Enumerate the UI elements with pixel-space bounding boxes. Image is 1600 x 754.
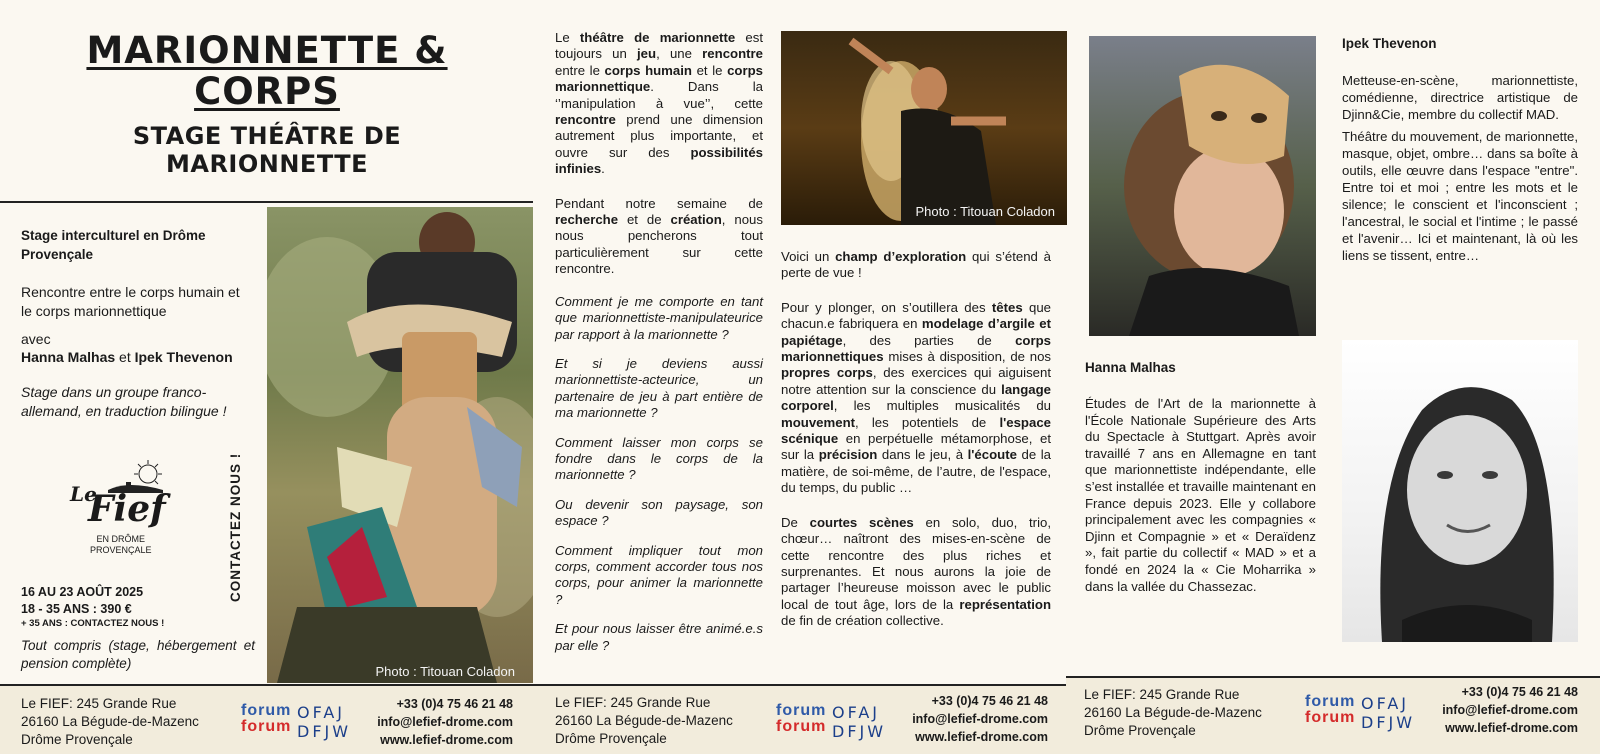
forum-logo-top-2: forum xyxy=(776,702,827,719)
ipek-bio-2: Théâtre du mouvement, de marionnette, masque, objet, ombre… dans sa boîte à outils, elle œuvre dans l'espace "entre". Entre toi et moi ; entre les mots et le silence; le conscient et l'inconscient ; l'ancestral, le social et l'intime ; le passé et l'avenir… Ici et maintenant, là où les liens se tissent, entre… xyxy=(1342,129,1578,263)
footer3-addr-line-3: Drôme Provençale xyxy=(1084,723,1196,738)
le-fief-logo xyxy=(68,460,178,570)
et-text: et xyxy=(119,349,131,365)
photo-dried-plant-performer xyxy=(781,31,1067,225)
third-p2: Pour y plonger, on s’outillera des têtes que chacun.e fabriquera en modelage d’argile et papiétage, des parties de corps marionnettiques mises à disposition, de nos propres corps, des exercices qui aiguisent notre attention sur la conscience du langage corporel, les multiples musicalités du mouvement, les potentiels de l'espace scénique en perpétuelle métamorphose, et sur la précision dans le jeu, à l'écoute de la matière, de soi-même, de l’autre, de l'espace, du temps, du public … xyxy=(781,299,1052,496)
title-divider xyxy=(0,201,533,203)
middle-column xyxy=(555,30,763,667)
forum-logo-bottom-text-3: forum xyxy=(1305,709,1356,726)
logo-sub-2: PROVENÇALE xyxy=(90,545,152,555)
forum-logo-bottom-text: forum xyxy=(241,718,292,735)
footer1-email[interactable]: info@lefief-drome.com xyxy=(377,715,513,729)
ofaj-logo-3: OFAJ xyxy=(1361,694,1409,713)
question-2: Et si je deviens aussi marionnettiste-acteurice, un partenaire de jeu à part entière de ma marionnette ? xyxy=(555,355,763,421)
dfjw-logo-3: DFJW xyxy=(1361,713,1416,732)
photo-hanna-portrait xyxy=(1342,340,1578,642)
third-column xyxy=(781,249,1051,643)
footer1-address xyxy=(21,695,199,749)
subtitle-line-1: STAGE THÉÂTRE DE xyxy=(132,122,402,150)
title-line-1: MARIONNETTE & xyxy=(86,29,448,72)
dates: 16 AU 23 AOÛT 2025 xyxy=(21,585,144,599)
footer2-contact xyxy=(912,692,1048,746)
question-5: Comment impliquer tout mon corps, comment accorder tous nos corps, pour animer la marionnette ? xyxy=(555,542,763,607)
stage-intro: Stage interculturel en Drôme Provençale xyxy=(21,228,206,262)
footer-panel-3 xyxy=(1066,676,1600,754)
avec-text: avec xyxy=(21,331,51,347)
third-p1: Voici un champ d’exploration qui s’étend à perte de vue ! xyxy=(781,249,1051,281)
footer2-address xyxy=(555,694,733,748)
footer3-address xyxy=(1084,686,1262,740)
hanna-bio: Études de l'Art de la marionnette à l'École Nationale Supérieure des Arts du Spectacle à Stuttgart. Après avoir travaillé 7 ans en Allemagne en tant que marionnettiste indépendante, elle s’est installée et travaille maintenant en France depuis 2023. Elle y collabore principalement avec les compagnies « Djinn et Compagnie » et « Deraïdenz », fait partie du collectif « MAD » et a fondé en 2024 la « Cie Moharrika » dans la vallée du Chassezac. xyxy=(1085,396,1316,594)
photo-puppet-performance xyxy=(267,207,533,683)
ofaj-logo-2: OFAJ xyxy=(832,703,880,722)
price-plus: + 35 ANS : CONTACTEZ NOUS ! xyxy=(21,618,165,629)
photo-hanna-illustration xyxy=(1342,340,1578,642)
footer2-website[interactable]: www.lefief-drome.com xyxy=(915,730,1048,744)
footer1-addr-line-1: Le FIEF: 245 Grande Rue xyxy=(21,696,177,711)
logo-le: Le xyxy=(70,482,97,506)
logo-fief: Fief xyxy=(88,488,166,530)
ipek-name: Ipek Thevenon xyxy=(1342,36,1437,51)
logo-subtitle xyxy=(90,534,152,556)
price: 18 - 35 ANS : 390 € xyxy=(21,602,132,616)
subtitle xyxy=(38,122,496,178)
footer1-contact xyxy=(377,695,513,749)
main-title xyxy=(38,30,496,112)
ipek-bio-1: Metteuse-en-scène, marionnettiste, comédienne, directrice artistique de Djinn&Cie, membre du collectif MAD. xyxy=(1342,73,1578,122)
name-hanna: Hanna Malhas xyxy=(21,349,116,365)
bilingue-text: Stage dans un groupe franco-allemand, en traduction bilingue ! xyxy=(21,384,227,419)
footer1-website[interactable]: www.lefief-drome.com xyxy=(380,733,513,747)
footer1-addr-line-3: Drôme Provençale xyxy=(21,732,133,747)
forum-logo-bottom-text-2: forum xyxy=(776,718,827,735)
photo-dried-plant-illustration xyxy=(781,31,1067,225)
photo2-caption: Photo : Titouan Coladon xyxy=(915,204,1055,219)
forum-logo-bottom-2 xyxy=(776,719,826,734)
middle-p2: Pendant notre semaine de recherche et de création, nous nous pencherons tout particulièrement sur cette rencontre. xyxy=(555,195,763,277)
forum-logo-bottom xyxy=(241,719,291,734)
intervenants xyxy=(21,348,253,367)
contact-vertical: CONTACTEZ NOUS ! xyxy=(228,452,243,602)
name-ipek: Ipek Thevenon xyxy=(134,349,233,365)
footer3-phone[interactable]: +33 (0)4 75 46 21 48 xyxy=(1461,685,1578,699)
third-p3: De courtes scènes en solo, duo, trio, chœur… naîtront des mises-en-scène de cette rencontre des plus riches et surprenantes. Et nous aurons la joie de partager l’heureuse moisson avec le public local de tout âge, lors de la représentation de fin de création collective. xyxy=(781,514,1051,629)
ofaj-logo: OFAJ xyxy=(297,703,345,722)
footer2-addr-line-3: Drôme Provençale xyxy=(555,731,667,746)
rencontre-text: Rencontre entre le corps humain et le corps marionnettique xyxy=(21,284,240,319)
forum-logo-top-3: forum xyxy=(1305,693,1356,710)
photo-ipek-mask xyxy=(1089,36,1316,336)
footer1-phone[interactable]: +33 (0)4 75 46 21 48 xyxy=(396,697,513,711)
title-line-2: CORPS xyxy=(194,70,340,113)
photo1-caption: Photo : Titouan Coladon xyxy=(375,664,515,679)
hanna-name: Hanna Malhas xyxy=(1085,360,1176,375)
question-1: Comment je me comporte en tant que marionnettiste-manipulateurice par rapport à la marionnette ? xyxy=(555,293,763,342)
logo-sub-1: EN DRÔME xyxy=(96,534,146,544)
footer2-email[interactable]: info@lefief-drome.com xyxy=(912,712,1048,726)
footer-panel-1 xyxy=(0,684,533,754)
forum-logo-top: forum xyxy=(241,702,292,719)
photo-ipek-illustration xyxy=(1089,36,1316,336)
middle-p1: Le théâtre de marionnette est toujours un jeu, une rencontre entre le corps humain et le corps marionnettique. Dans la ‘’manipulation à vue’’, cette rencontre prend une dimension autrement plus importante, et ouvre sur des possibilités infinies. xyxy=(555,30,763,177)
question-3: Comment laisser mon corps se fondre dans le corps de la marionnette ? xyxy=(555,434,763,483)
footer3-website[interactable]: www.lefief-drome.com xyxy=(1445,721,1578,735)
dfjw-logo: DFJW xyxy=(297,722,352,741)
question-6: Et pour nous laisser être animé.e.s par elle ? xyxy=(555,621,763,653)
footer3-email[interactable]: info@lefief-drome.com xyxy=(1442,703,1578,717)
footer3-contact xyxy=(1442,683,1578,737)
subtitle-line-2: MARIONNETTE xyxy=(165,150,369,178)
footer2-addr-line-1: Le FIEF: 245 Grande Rue xyxy=(555,695,711,710)
tout-compris: Tout compris (stage, hébergement et pension complète) xyxy=(21,638,255,671)
footer-panel-2 xyxy=(533,684,1066,754)
dfjw-logo-2: DFJW xyxy=(832,722,887,741)
footer2-addr-line-2: 26160 La Bégude-de-Mazenc xyxy=(555,713,733,728)
question-4: Ou devenir son paysage, son espace ? xyxy=(555,496,763,529)
photo-puppet-illustration xyxy=(267,207,533,683)
forum-logo-bottom-3 xyxy=(1305,710,1355,725)
footer3-addr-line-2: 26160 La Bégude-de-Mazenc xyxy=(1084,705,1262,720)
footer1-addr-line-2: 26160 La Bégude-de-Mazenc xyxy=(21,714,199,729)
footer2-phone[interactable]: +33 (0)4 75 46 21 48 xyxy=(931,694,1048,708)
footer3-addr-line-1: Le FIEF: 245 Grande Rue xyxy=(1084,687,1240,702)
